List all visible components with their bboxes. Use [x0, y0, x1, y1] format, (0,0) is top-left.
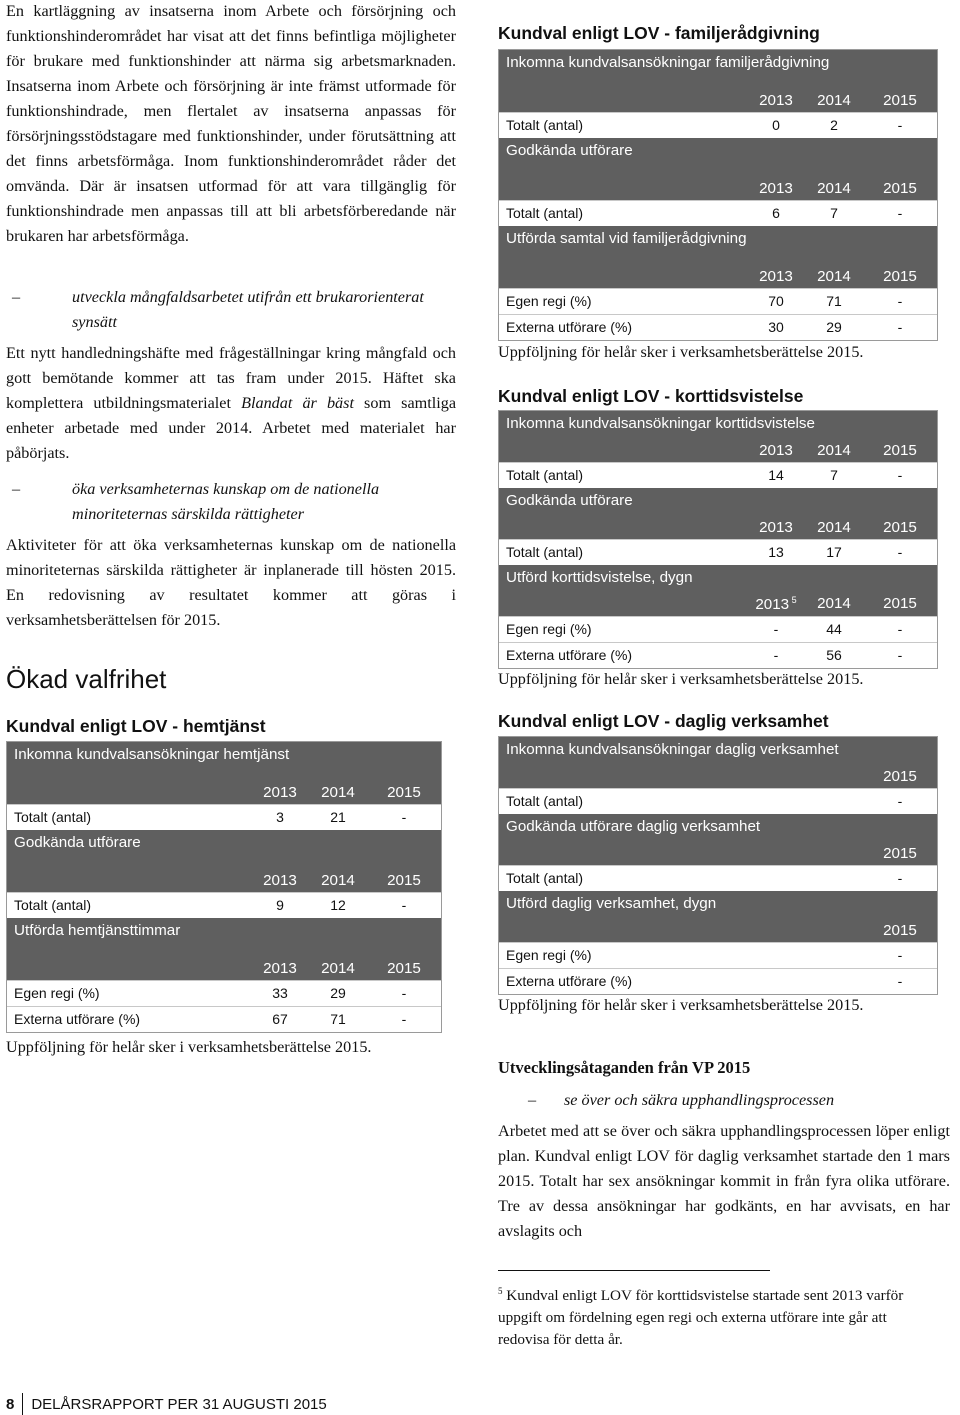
section-title: Utförda samtal vid familjerådgivning — [506, 230, 747, 247]
year-label: 2013 $^5$ — [755, 594, 797, 613]
table-section-header — [499, 737, 937, 788]
handbook-paragraph: Ett nytt handledningshäfte med frågeställningar kring mångfald och gott bemötande kommer att tas fram under 2015. Häftet ska komplettera utbildningsmaterialet Blandat är bäst som samtliga enheter arbetade med under 2014. Arbetet med materialet har påbörjats. — [6, 344, 456, 462]
table-row — [7, 980, 441, 1006]
cell-value: 71 — [330, 1011, 346, 1027]
hemtjanst-heading: Kundval enligt LOV - hemtjänst — [6, 716, 266, 736]
year-label: 2015 — [387, 960, 421, 977]
table-row — [499, 942, 937, 968]
kort-caption: Uppföljning för helår sker i verksamhetsberättelse 2015. — [498, 670, 864, 688]
cell-value: - — [401, 897, 407, 913]
cell-value — [747, 973, 805, 989]
hemtjanst-table — [6, 741, 442, 1033]
vp-paragraph: Arbetet med att se över och säkra upphandlingsprocessen löper enligt plan. Kundval enligt LOV för daglig verksamhet startade den 1 mars 2015. Totalt har sex ansökningar kommit in från fyra olika utförare. Tre av dessa ansökningar har godkänts, en har avvisats, en har avslagits och — [498, 1122, 950, 1240]
year-label — [805, 922, 863, 939]
cell-value: - — [401, 985, 407, 1001]
table-row — [499, 200, 937, 226]
daglig-table — [498, 736, 938, 995]
year-label — [805, 768, 863, 785]
year-label: 2014 — [817, 268, 851, 285]
table-row — [499, 788, 937, 814]
row-label: Totalt (antal) — [14, 897, 92, 913]
table-row — [499, 968, 937, 994]
table-section-header — [499, 891, 937, 942]
table-row — [7, 804, 441, 830]
cell-value — [747, 947, 805, 963]
row-label: Externa utförare (%) — [14, 1011, 141, 1027]
year-label: 2015 — [883, 92, 917, 109]
cell-value: - — [897, 647, 903, 663]
cell-value: - — [897, 319, 903, 335]
bullet-dash: – — [528, 1091, 537, 1109]
vp-bullet — [498, 1088, 954, 1113]
year-label: 2014 — [321, 960, 355, 977]
year-label: 2015 — [883, 922, 917, 939]
section-title: Inkomna kundvalsansökningar familjerådgivning — [506, 54, 830, 71]
year-label: 2015 — [883, 594, 917, 612]
section-title: Godkända utförare — [506, 142, 633, 159]
year-label — [747, 922, 805, 939]
cell-value: 13 — [768, 544, 784, 560]
section-title: Inkomna kundvalsansökningar daglig verksamhet — [506, 741, 839, 758]
year-label: 2014 — [817, 92, 851, 109]
table-row — [499, 865, 937, 891]
table-row — [7, 1006, 441, 1032]
cell-value: 0 — [772, 117, 780, 133]
footnote-ref: 5 — [789, 594, 797, 605]
year-label — [805, 845, 863, 862]
cell-value — [747, 793, 805, 809]
row-label: Totalt (antal) — [506, 467, 584, 483]
year-label: 2015 — [883, 519, 917, 536]
daglig-heading: Kundval enligt LOV - daglig verksamhet — [498, 711, 829, 731]
minorities-paragraph: Aktiviteter för att öka verksamheternas kunskap om de nationella minoriteternas särskilda rättigheter är inplanerade till hösten 2015. En redovisning av resultatet kommer att göras i verksamhetsberättelsen för 2015. — [6, 536, 456, 629]
cell-value: - — [897, 544, 903, 560]
cell-value: 21 — [330, 809, 346, 825]
table-row — [7, 892, 441, 918]
table-row — [499, 112, 937, 138]
familj-table — [498, 49, 938, 341]
row-label: Totalt (antal) — [506, 870, 584, 886]
footer-divider — [22, 1393, 23, 1415]
row-label: Totalt (antal) — [506, 544, 584, 560]
cell-value: - — [773, 621, 779, 637]
table-row — [499, 314, 937, 340]
year-label: 2014 — [321, 784, 355, 801]
intro-paragraph: En kartläggning av insatserna inom Arbete och försörjning och funktionshinderområdet har visat att det finns befintliga möjligheter för brukare med funktionshinder att närma sig arbetsmarknaden. Insatserna inom Arbete och försörjning är inte främst utformade för funktionshindrade, men flertalet av insatserna anpassas för försörjningsstödstagare med funktionshinder, under förutsättning att det finns arbetsförmåga. Inom funktionshinderområdet råder det omvända. Där är insatsen utformad för att vara tillgänglig för funktionshindrade men anpassas till att bli arbetsförberedande när brukaren har arbetsförmåga. — [6, 2, 456, 245]
kort-table — [498, 410, 938, 669]
year-label: 2013 — [759, 442, 793, 459]
footnote-rule — [498, 1270, 770, 1271]
section-title: Inkomna kundvalsansökningar korttidsvistelse — [506, 415, 815, 432]
section-title: Godkända utförare — [14, 834, 141, 851]
footnote-number: 5 — [498, 1286, 503, 1296]
cell-value: 44 — [826, 621, 842, 637]
section-title: Utförd korttidsvistelse, dygn — [506, 569, 693, 586]
cell-value: 7 — [830, 467, 838, 483]
cell-value: - — [897, 293, 903, 309]
row-label: Egen regi (%) — [506, 621, 592, 637]
bullet-dash: – — [12, 480, 21, 498]
section-title: Inkomna kundvalsansökningar hemtjänst — [14, 746, 290, 763]
cell-value — [747, 870, 805, 886]
cell-value: - — [897, 117, 903, 133]
cell-value: 56 — [826, 647, 842, 663]
cell-value: 12 — [330, 897, 346, 913]
year-label: 2015 — [883, 845, 917, 862]
cell-value: - — [897, 870, 903, 886]
hemtjanst-caption: Uppföljning för helår sker i verksamhetsberättelse 2015. — [6, 1038, 372, 1056]
row-label: Externa utförare (%) — [506, 319, 633, 335]
table-row — [499, 642, 937, 668]
table-section-header — [499, 411, 937, 462]
vp-heading: Utvecklingsåtaganden från VP 2015 — [498, 1058, 751, 1077]
bullet-minorities — [6, 477, 456, 527]
row-label: Externa utförare (%) — [506, 973, 633, 989]
cell-value: 7 — [830, 205, 838, 221]
cell-value: 67 — [272, 1011, 288, 1027]
bullet-diversity — [6, 285, 456, 335]
table-row — [499, 462, 937, 488]
table-section-header — [499, 50, 937, 112]
cell-value: - — [897, 467, 903, 483]
cell-value: - — [897, 947, 903, 963]
year-label: 2015 — [883, 180, 917, 197]
year-label: 2015 — [883, 442, 917, 459]
cell-value: 17 — [826, 544, 842, 560]
table-row — [499, 616, 937, 642]
year-label: 2014 — [817, 519, 851, 536]
cell-value: 9 — [276, 897, 284, 913]
cell-value: 3 — [276, 809, 284, 825]
bullet-text: utveckla mångfaldsarbetet utifrån ett brukarorienterat synsätt — [72, 288, 424, 331]
row-label: Totalt (antal) — [506, 205, 584, 221]
year-label: 2013 — [263, 784, 297, 801]
cell-value — [805, 947, 863, 963]
section-heading: Ökad valfrihet — [6, 664, 167, 694]
cell-value: 70 — [768, 293, 784, 309]
table-section-header — [499, 814, 937, 865]
row-label: Externa utförare (%) — [506, 647, 633, 663]
page-footer — [6, 1393, 327, 1415]
bullet-text: se över och säkra upphandlingsprocessen — [564, 1091, 835, 1109]
daglig-caption: Uppföljning för helår sker i verksamhetsberättelse 2015. — [498, 996, 864, 1014]
section-title: Utförd daglig verksamhet, dygn — [506, 895, 717, 912]
cell-value: - — [897, 793, 903, 809]
year-label — [747, 845, 805, 862]
row-label: Egen regi (%) — [14, 985, 100, 1001]
cell-value: - — [897, 205, 903, 221]
familj-caption: Uppföljning för helår sker i verksamhetsberättelse 2015. — [498, 343, 864, 361]
cell-value: - — [401, 1011, 407, 1027]
familj-heading: Kundval enligt LOV - familjerådgivning — [498, 23, 820, 43]
footnote — [498, 1280, 938, 1351]
table-section-header — [499, 488, 937, 539]
table-section-header — [499, 138, 937, 200]
year-label: 2015 — [387, 784, 421, 801]
year-label: 2015 — [883, 768, 917, 785]
report-title: DELÅRSRAPPORT PER 31 AUGUSTI 2015 — [31, 1395, 327, 1413]
year-label: 2014 — [321, 872, 355, 889]
cell-value: 29 — [826, 319, 842, 335]
row-label: Totalt (antal) — [506, 793, 584, 809]
cell-value: 14 — [768, 467, 784, 483]
year-label: 2013 — [759, 180, 793, 197]
cell-value — [805, 973, 863, 989]
year-label: 2014 — [817, 180, 851, 197]
row-label: Totalt (antal) — [506, 117, 584, 133]
table-section-header — [499, 226, 937, 288]
bullet-dash: – — [12, 288, 21, 306]
row-label: Egen regi (%) — [506, 293, 592, 309]
year-label: 2013 — [759, 92, 793, 109]
bullet-text: öka verksamheternas kunskap om de nationella minoriteternas särskilda rättigheter — [72, 480, 380, 523]
page-number: 8 — [6, 1395, 15, 1413]
year-label: 2013 — [759, 519, 793, 536]
year-label: 2015 — [387, 872, 421, 889]
row-label: Totalt (antal) — [14, 809, 92, 825]
year-label: 2013 — [263, 960, 297, 977]
year-label: 2013 — [759, 268, 793, 285]
cell-value: 71 — [826, 293, 842, 309]
cell-value — [805, 870, 863, 886]
section-title: Godkända utförare — [506, 492, 633, 509]
section-title: Utförda hemtjänsttimmar — [14, 922, 181, 939]
year-label: 2015 — [883, 268, 917, 285]
cell-value: 29 — [330, 985, 346, 1001]
cell-value: 2 — [830, 117, 838, 133]
footnote-text: Kundval enligt LOV för korttidsvistelse startade sent 2013 varför uppgift om fördelning egen regi och externa utförare inte går att redovisa för detta år. — [498, 1287, 904, 1349]
table-section-header — [7, 742, 441, 804]
table-row — [499, 539, 937, 565]
cell-value: 6 — [772, 205, 780, 221]
table-section-header — [7, 918, 441, 980]
year-label: 2013 — [263, 872, 297, 889]
cell-value: 33 — [272, 985, 288, 1001]
italic-title: Blandat är bäst — [241, 394, 354, 412]
cell-value — [805, 793, 863, 809]
year-label — [747, 768, 805, 785]
row-label: Egen regi (%) — [506, 947, 592, 963]
year-label: 2014 — [817, 442, 851, 459]
cell-value: - — [897, 973, 903, 989]
cell-value: - — [773, 647, 779, 663]
table-section-header — [499, 565, 937, 616]
year-label: 2014 — [817, 594, 851, 612]
cell-value: 30 — [768, 319, 784, 335]
cell-value: - — [401, 809, 407, 825]
section-title: Godkända utförare daglig verksamhet — [506, 818, 761, 835]
cell-value: - — [897, 621, 903, 637]
table-row — [499, 288, 937, 314]
table-section-header — [7, 830, 441, 892]
kort-heading: Kundval enligt LOV - korttidsvistelse — [498, 386, 804, 406]
